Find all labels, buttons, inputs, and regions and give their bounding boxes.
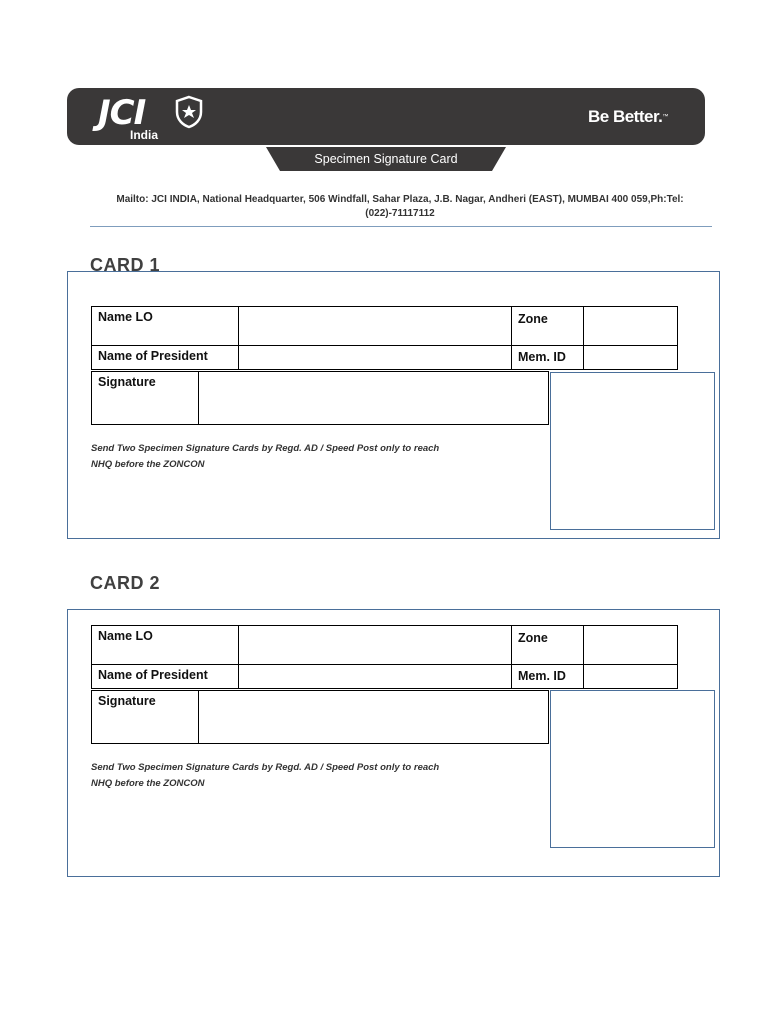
name-lo-label-cell: [91, 625, 239, 665]
signature-field[interactable]: [198, 371, 549, 425]
mem-id-field[interactable]: [583, 664, 678, 689]
president-label-cell: [91, 664, 239, 689]
president-label: Name of President: [98, 349, 208, 363]
mem-id-label-cell: [511, 345, 584, 370]
mailing-note-line-1: Send Two Specimen Signature Cards by Regd. AD / Speed Post only to reach: [91, 443, 440, 454]
mem-id-field[interactable]: [583, 345, 678, 370]
signature-label: Signature: [98, 694, 156, 708]
signature-label-cell: [91, 690, 199, 744]
mailing-note-line-1: Send Two Specimen Signature Cards by Regd. AD / Speed Post only to reach: [91, 762, 440, 773]
logo-subtext: India: [130, 128, 159, 142]
signature-field[interactable]: [198, 690, 549, 744]
zone-label: Zone: [518, 631, 548, 645]
president-label: Name of President: [98, 668, 208, 682]
president-field[interactable]: [238, 664, 512, 689]
trademark-mark: ™: [662, 114, 668, 120]
card-2-heading: CARD 2: [90, 573, 161, 593]
shield-icon: [174, 95, 204, 129]
name-lo-field[interactable]: [238, 625, 512, 665]
president-field[interactable]: [238, 345, 512, 370]
card-1-frame: [67, 271, 720, 539]
card-1-heading: CARD 1: [90, 255, 161, 275]
photo-box[interactable]: [550, 372, 715, 530]
mailing-note: [91, 760, 491, 792]
name-lo-label: Name LO: [98, 629, 153, 643]
name-lo-label: Name LO: [98, 310, 153, 324]
name-lo-label-cell: [91, 306, 239, 346]
card-2-frame: [67, 609, 720, 877]
mem-id-label: Mem. ID: [518, 350, 566, 364]
mailing-note: [91, 441, 491, 473]
zone-label-cell: [511, 625, 584, 665]
header-divider: [90, 226, 712, 227]
signature-label-cell: [91, 371, 199, 425]
mem-id-label: Mem. ID: [518, 669, 566, 683]
jci-logo: JCI: [98, 93, 146, 133]
name-lo-field[interactable]: [238, 306, 512, 346]
zone-field[interactable]: [583, 625, 678, 665]
mailing-address: Mailto: JCI INDIA, National Headquarter, 506 Windfall, Sahar Plaza, J.B. Nagar, Andheri (EAST), MUMBAI 400 059,Ph:Tel: (022)-71117112: [116, 194, 684, 219]
zone-label: Zone: [518, 312, 548, 326]
president-label-cell: [91, 345, 239, 370]
zone-label-cell: [511, 306, 584, 346]
photo-box[interactable]: [550, 690, 715, 848]
mem-id-label-cell: [511, 664, 584, 689]
mailing-note-line-2: NHQ before the ZONCON: [91, 778, 205, 789]
zone-field[interactable]: [583, 306, 678, 346]
tagline: [588, 106, 668, 128]
form-title: Specimen Signature Card: [314, 152, 458, 166]
signature-label: Signature: [98, 375, 156, 389]
tagline-text: Be Better.: [588, 107, 663, 126]
mailing-note-line-2: NHQ before the ZONCON: [91, 459, 205, 470]
